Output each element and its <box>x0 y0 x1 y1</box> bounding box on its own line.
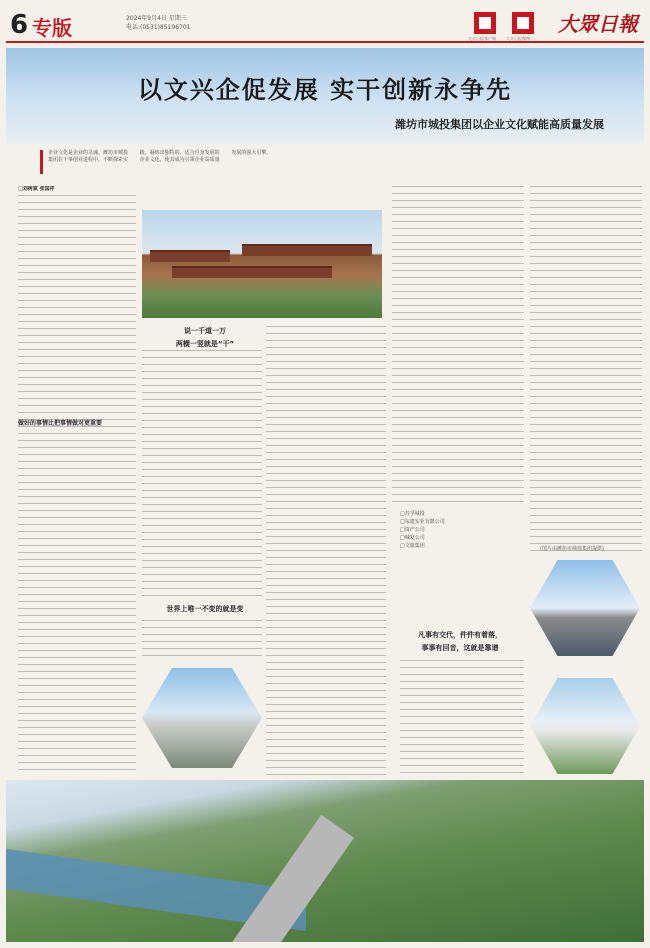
header-rule <box>6 41 644 43</box>
pull-quote-line: 事事有回音，这就是靠谱 <box>421 644 499 652</box>
qr-code-icon <box>512 12 534 34</box>
pull-quote-line: 凡事有交代，件件有着落， <box>418 631 502 639</box>
body-text-block <box>18 195 136 776</box>
photo-credit: (图片由潍坊市城投集团提供) <box>540 546 604 552</box>
intro-paragraph: 企业文化是企业的灵魂。潍坊市城投集团在干事创业进程中，不断探索实践，凝练出独特的、适合自身发展的企业文化，使其成为引领企业高质量发展的强大引擎。 <box>48 150 272 163</box>
pull-quote-1 <box>150 326 260 349</box>
body-text-block <box>392 186 524 506</box>
qr-code-icon <box>474 12 496 34</box>
building-photo-hexagon <box>530 560 640 656</box>
station-photo-hexagon <box>530 678 640 774</box>
building-photo-hexagon <box>142 668 262 768</box>
body-text-block <box>142 620 262 660</box>
city-aerial-photo <box>6 780 644 942</box>
page-number: 6 <box>10 10 29 40</box>
article-column-2 <box>142 350 262 600</box>
section-name: 专版 <box>32 16 72 40</box>
page-subtitle: 潍坊市城投集团以企业文化赋能高质量发展 <box>395 118 604 131</box>
editor-text: 电话:(0531)85196701 <box>126 24 191 31</box>
article-column-3 <box>266 326 386 776</box>
page-title: 以文兴企促发展 实干创新永争先 <box>137 76 513 104</box>
newspaper-logo: 大眾日報 <box>558 12 638 36</box>
caption-item: □资产公司 <box>400 527 425 533</box>
title-banner <box>6 48 644 144</box>
caption-item: □城发公司 <box>400 535 425 541</box>
date-line <box>126 14 191 32</box>
photo-caption-list <box>400 510 520 550</box>
caption-item: □苏孚城投 <box>400 511 425 517</box>
section-heading: 做好的事情比把事情做对更重要 <box>18 420 103 427</box>
body-text-block <box>266 326 386 776</box>
pull-quote-line: 两横一竖就是“干” <box>175 340 235 348</box>
caption-item: □文旅集团 <box>400 543 425 549</box>
body-text-block <box>400 660 524 776</box>
qr-label: 大众日报微博 <box>506 36 530 41</box>
article-column-4 <box>392 186 524 506</box>
building-complex-photo <box>142 210 382 318</box>
article-column-1 <box>18 186 136 776</box>
body-text-block <box>142 350 262 600</box>
article-column-2b <box>142 620 262 660</box>
pull-quote-line: 说一千道一万 <box>184 327 226 335</box>
road-shape <box>218 815 354 942</box>
qr-label: 大众日报客户端 <box>468 36 496 41</box>
date-text: 2024年9月4日 星期三 <box>126 15 187 22</box>
page-header <box>6 6 644 42</box>
article-column-4b <box>400 660 524 776</box>
article-column-5 <box>530 186 642 556</box>
byline: □刘树斌 张国祥 <box>18 186 55 192</box>
intro-accent-bar <box>40 150 43 174</box>
pull-quote-2: 世界上唯一不变的就是变 <box>166 605 244 613</box>
caption-item: □东建实业有限公司 <box>400 519 445 525</box>
body-text-block <box>530 186 642 556</box>
pull-quote-3 <box>400 630 520 653</box>
